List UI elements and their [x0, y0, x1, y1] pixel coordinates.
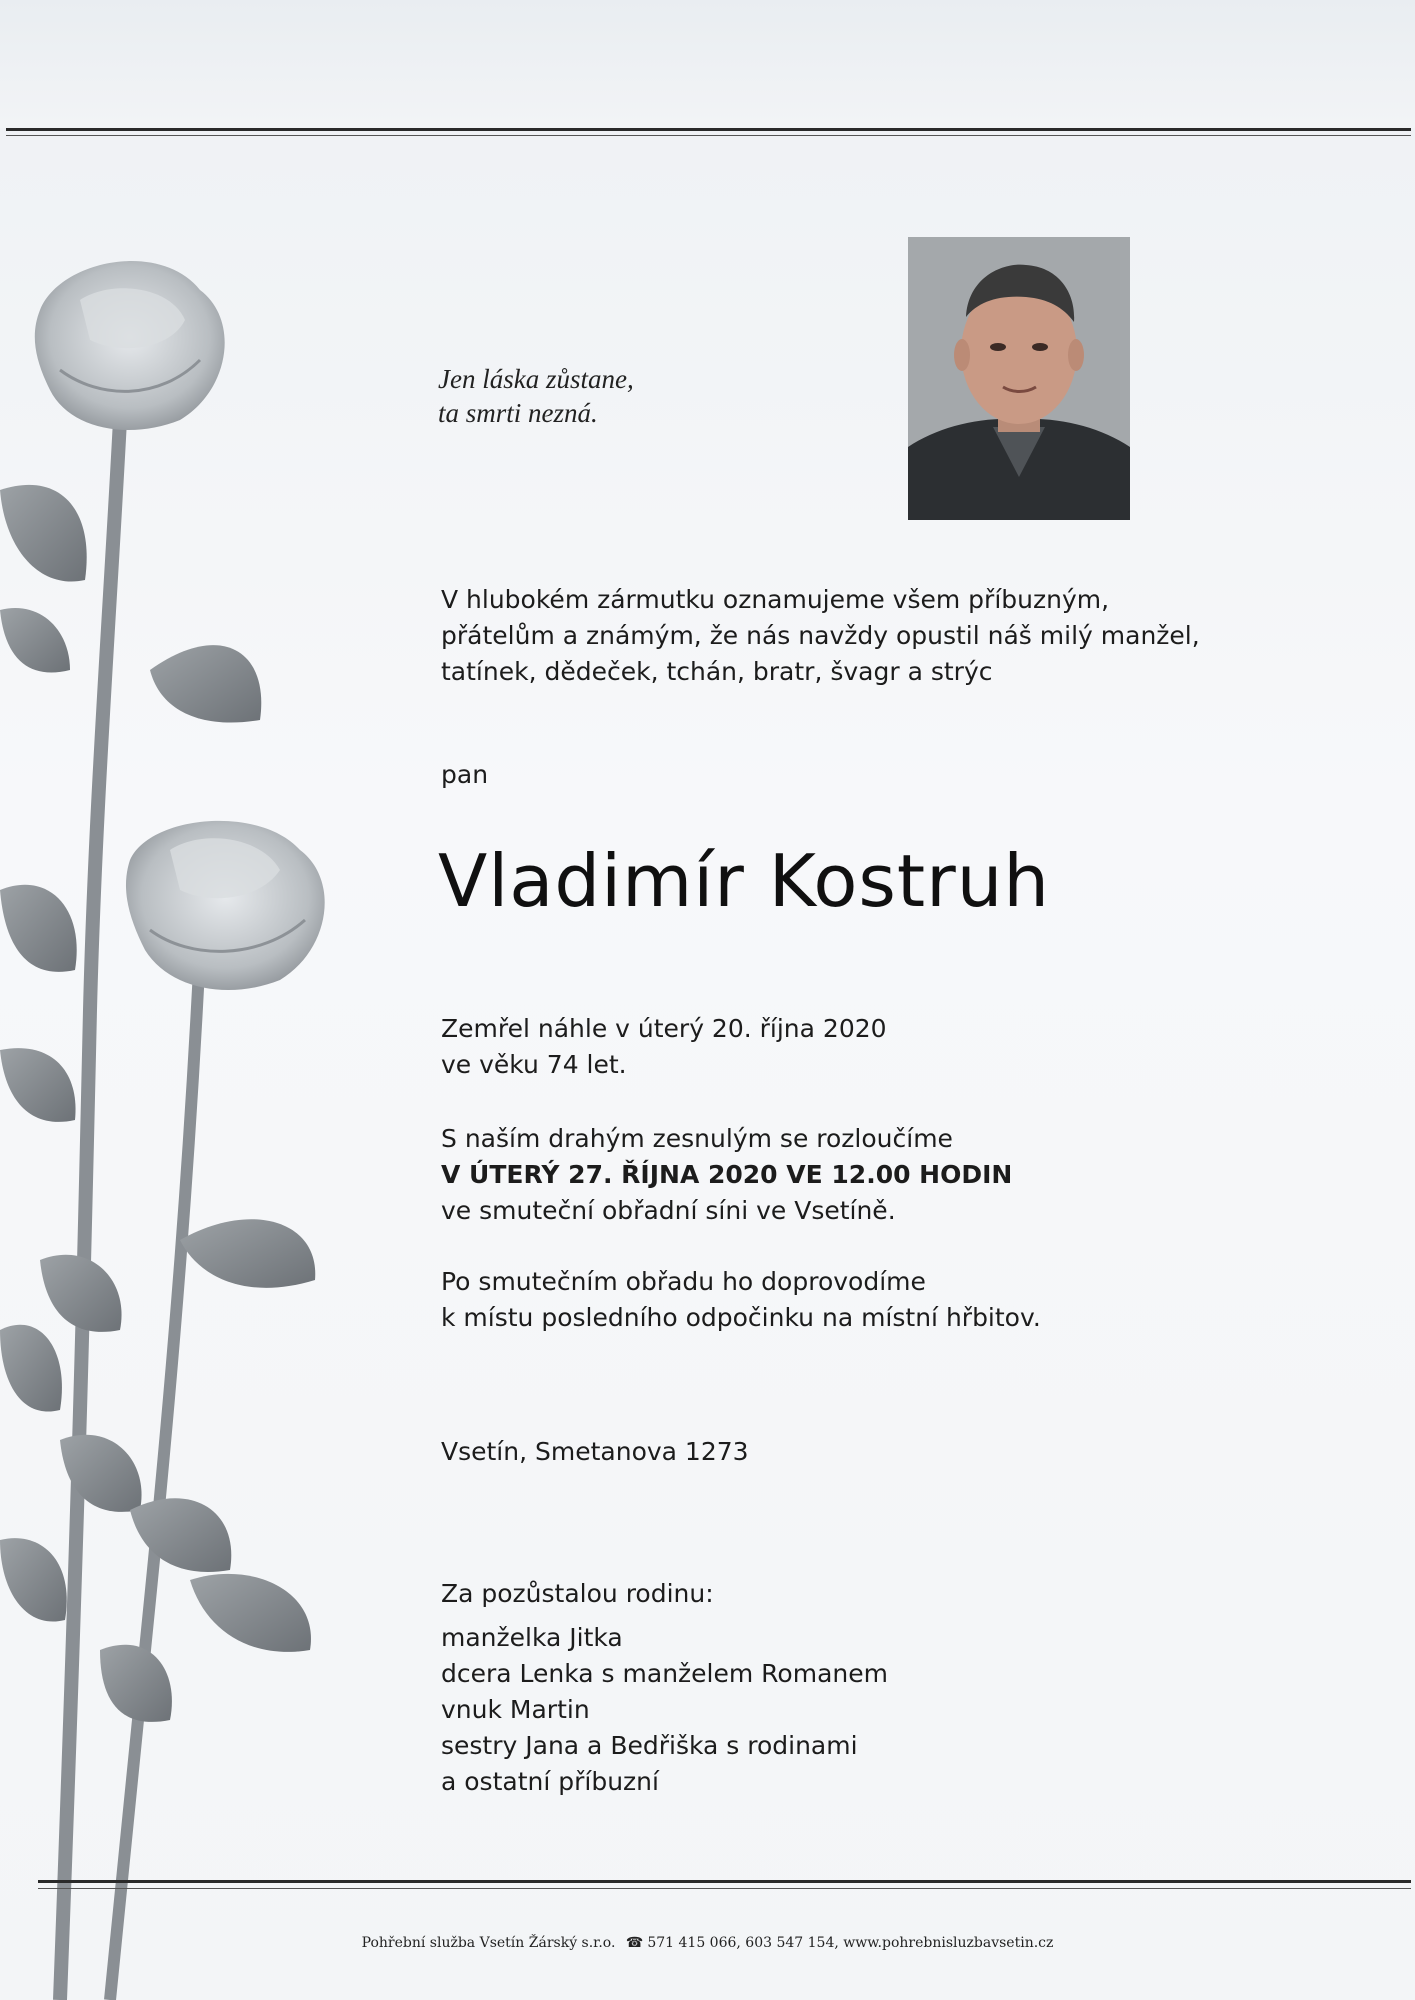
- top-rule-thin: [6, 135, 1411, 136]
- family-member: vnuk Martin: [441, 1695, 590, 1724]
- after-ceremony: [441, 1264, 1041, 1336]
- scan-margin: [0, 0, 1415, 128]
- roses-illustration: [0, 250, 340, 2000]
- footer-phones: 571 415 066, 603 547 154,: [647, 1935, 839, 1951]
- top-rule: [6, 128, 1411, 131]
- footer: [0, 1935, 1415, 1951]
- portrait-photo: [908, 237, 1130, 520]
- motto-line: Jen láska zůstane,: [438, 364, 634, 394]
- title-prefix: pan: [441, 760, 489, 789]
- death-info: [441, 1011, 887, 1083]
- motto-line: ta smrti nezná.: [438, 398, 598, 428]
- deceased-name: Vladimír Kostruh: [438, 839, 1051, 923]
- leaf-icon: [0, 485, 315, 1722]
- farewell-line: ve smuteční obřadní síni ve Vsetíně.: [441, 1196, 896, 1225]
- footer-company: Pohřební služba Vsetín Žárský s.r.o.: [361, 1935, 616, 1951]
- rose-icon: [126, 821, 325, 990]
- announcement-line: přátelům a známým, že nás navždy opustil náš milý manžel,: [441, 621, 1200, 650]
- after-ceremony-line: Po smutečním obřadu ho doprovodíme: [441, 1267, 926, 1296]
- death-info-line: ve věku 74 let.: [441, 1050, 627, 1079]
- after-ceremony-line: k místu posledního odpočinku na místní hřbitov.: [441, 1303, 1041, 1332]
- announcement-line: V hlubokém zármutku oznamujeme všem příbuzným,: [441, 585, 1110, 614]
- family-member: dcera Lenka s manželem Romanem: [441, 1659, 888, 1688]
- telephone-icon: ☎: [625, 1935, 644, 1951]
- family-member: sestry Jana a Bedřiška s rodinami: [441, 1731, 858, 1760]
- bottom-rule-thin: [38, 1888, 1411, 1889]
- address: Vsetín, Smetanova 1273: [441, 1437, 749, 1466]
- rose-icon: [35, 261, 225, 430]
- death-info-line: Zemřel náhle v úterý 20. října 2020: [441, 1014, 887, 1043]
- footer-website: www.pohrebnisluzbavsetin.cz: [843, 1935, 1054, 1951]
- farewell-info: [441, 1121, 1012, 1229]
- announcement-line: tatínek, dědeček, tchán, bratr, švagr a strýc: [441, 657, 993, 686]
- family-heading: Za pozůstalou rodinu:: [441, 1579, 714, 1608]
- family-list: [441, 1620, 888, 1800]
- family-member: manželka Jitka: [441, 1623, 623, 1652]
- family-member: a ostatní příbuzní: [441, 1767, 659, 1796]
- motto: [438, 362, 634, 430]
- farewell-line: S naším drahým zesnulým se rozloučíme: [441, 1124, 953, 1153]
- bottom-rule: [38, 1880, 1411, 1883]
- announcement: [441, 582, 1200, 690]
- farewell-datetime: V ÚTERÝ 27. ŘÍJNA 2020 VE 12.00 HODIN: [441, 1160, 1013, 1189]
